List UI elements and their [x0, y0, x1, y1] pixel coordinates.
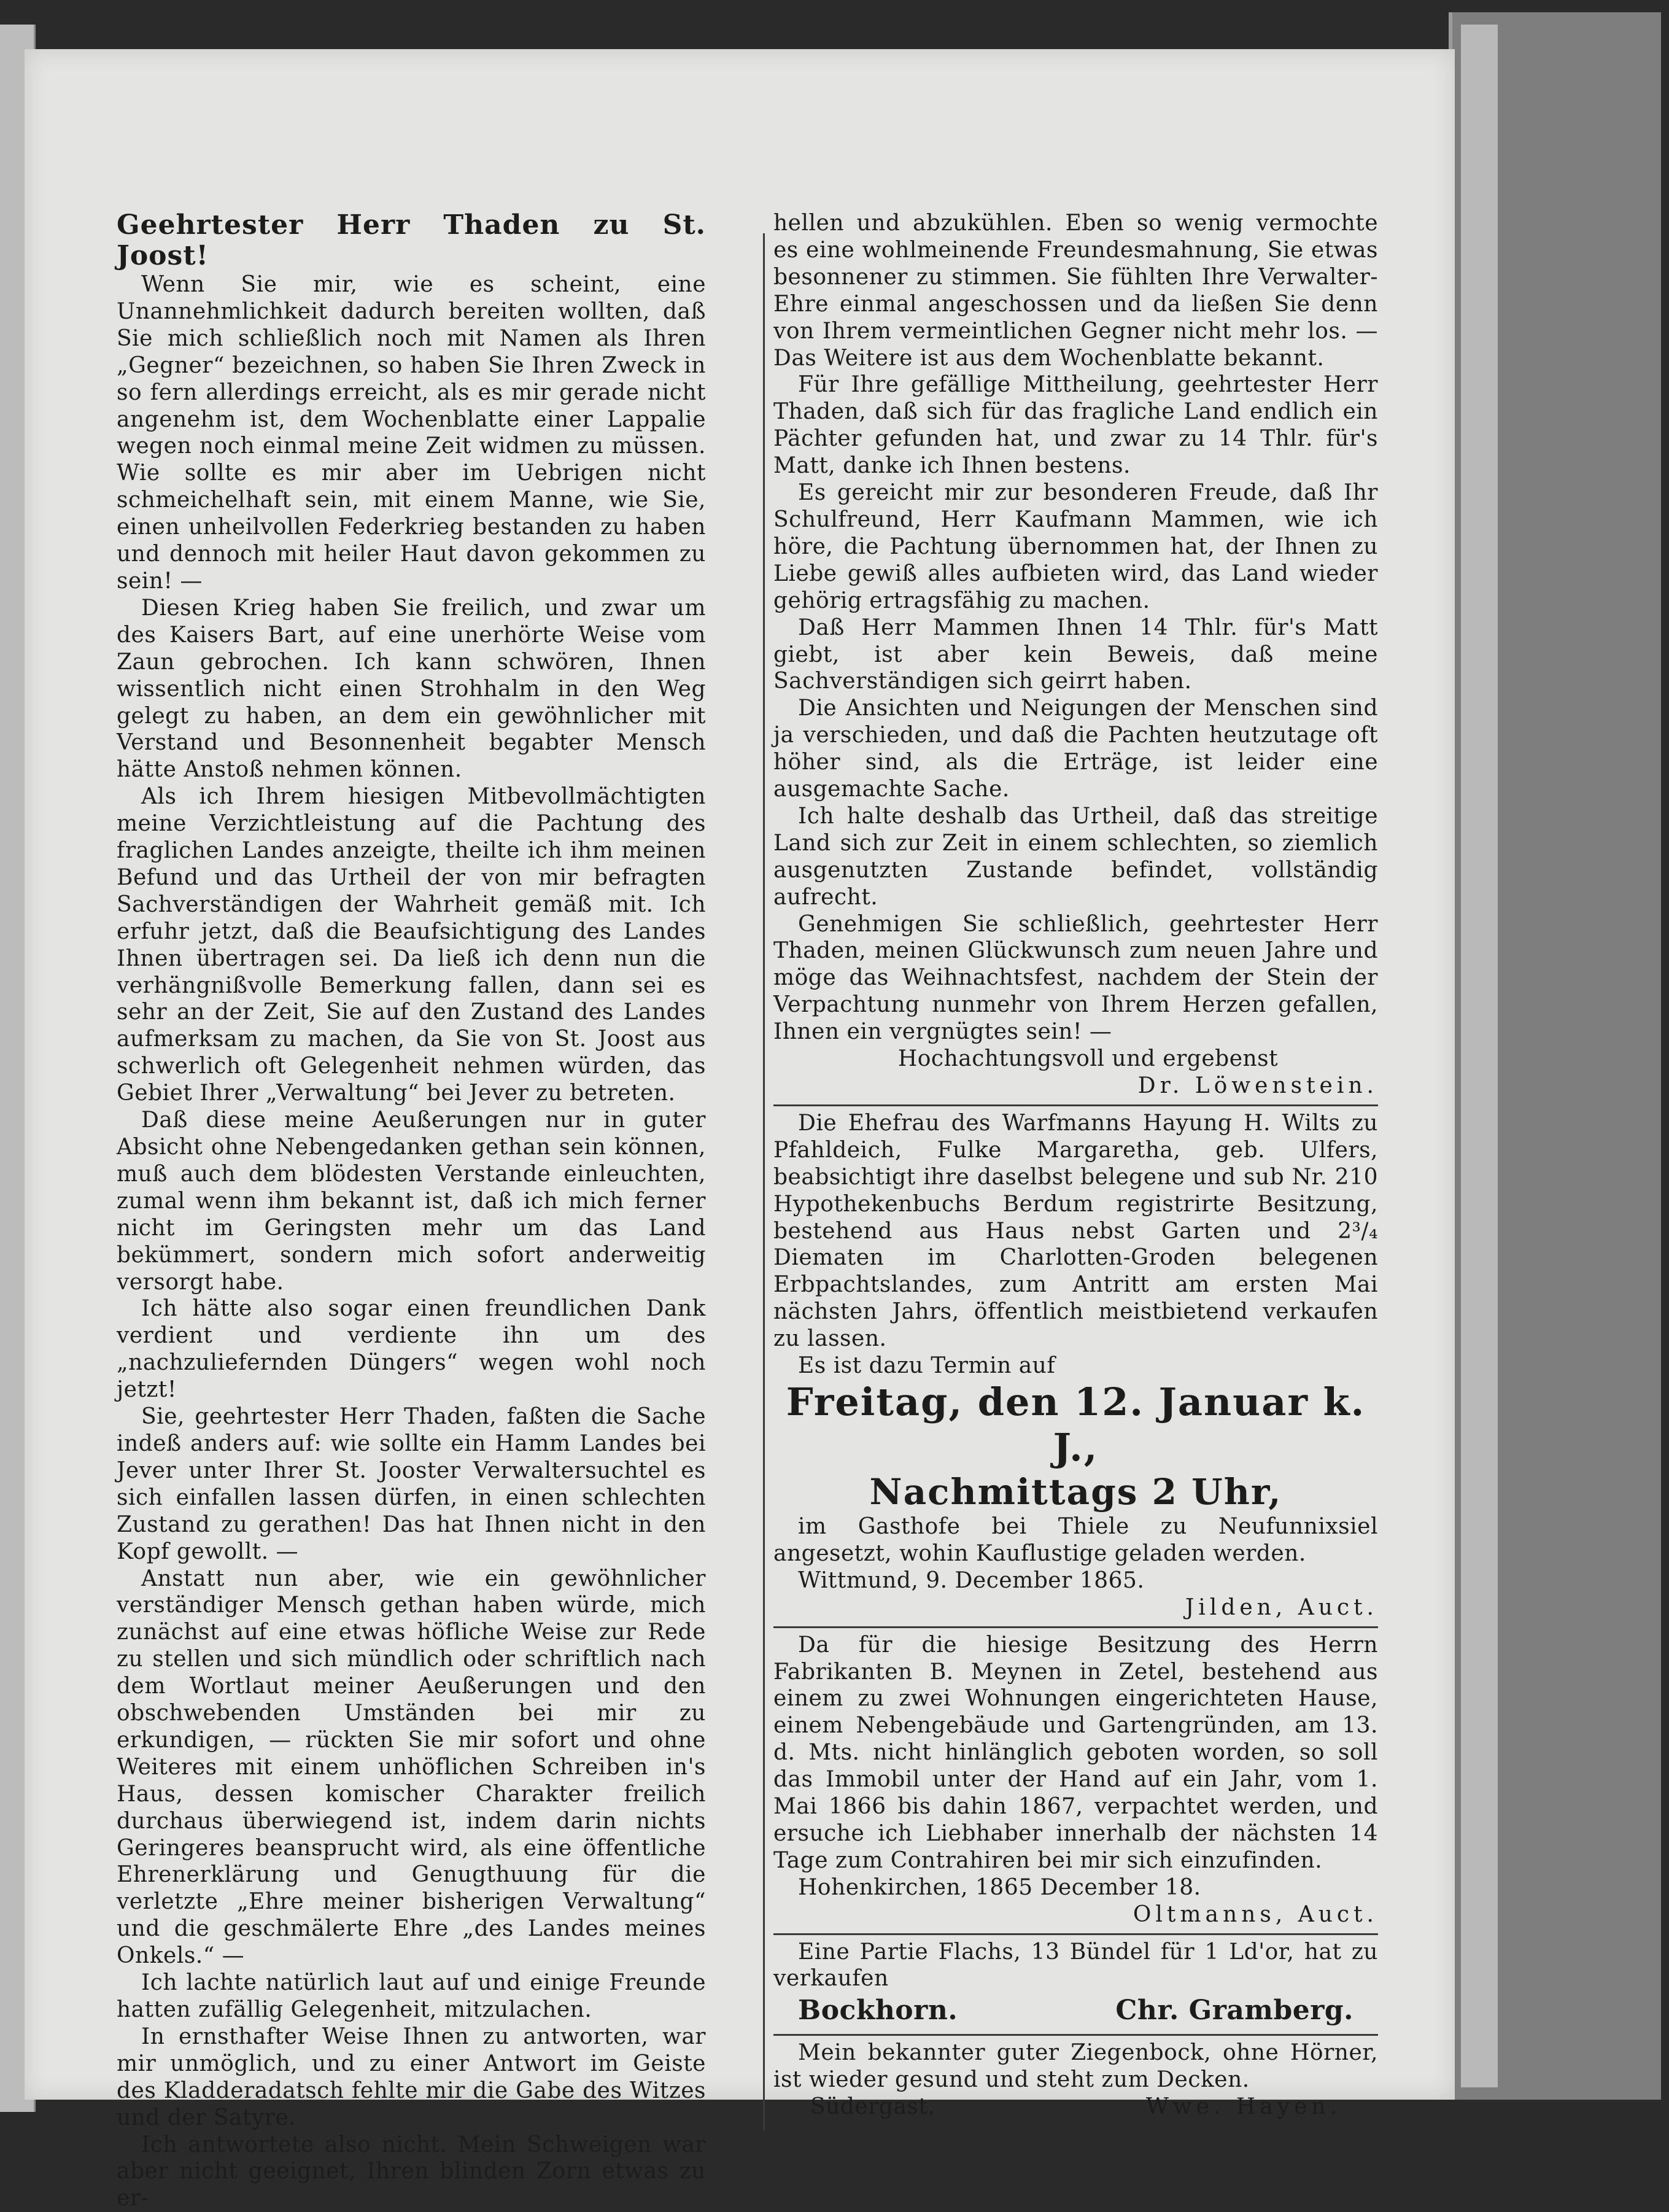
- letter-paragraph: Ich antwortete also nicht. Mein Schweigen war aber nicht geeignet, Ihren blinden Zorn etwas zu er-: [117, 2132, 706, 2211]
- separator-rule: [773, 2034, 1378, 2036]
- letter-paragraph: Für Ihre gefällige Mittheilung, geehrtester Herr Thaden, daß sich für das fragliche Land endlich ein Pächter gefunden hat, und zwar zu 14 Thlr. für's Matt, danke ich Ihnen bestens.: [773, 372, 1378, 479]
- column-divider: [763, 233, 765, 2130]
- right-column: [773, 210, 1378, 2121]
- ad-goat-signer: Wwe. Hayen.: [1145, 2094, 1341, 2120]
- ad-lease-signer: Oltmanns, Auct.: [1133, 1901, 1378, 1927]
- letter-paragraph: Wenn Sie mir, wie es scheint, eine Unannehmlichkeit dadurch bereiten wollten, daß Sie mich schließlich noch mit Namen als Ihren „Gegner“ bezeichnen, so haben Sie Ihren Zweck in so fern allerdings erreicht, als es mir gerade nicht angenehm ist, dem Wochenblatte einer Lappalie wegen noch einmal meine Zeit widmen zu müssen. Wie sollte es mir aber im Uebrigen nicht schmeichelhaft sein, mit einem Manne, wie Sie, einen unheilvollen Federkrieg bestanden zu haben und dennoch mit heiler Haut davon gekommen zu sein! —: [117, 272, 706, 594]
- ad-auction-intro: Es ist dazu Termin auf: [798, 1353, 1056, 1379]
- ad-goat-text: Mein bekannter guter Ziegenbock, ohne Hörner, ist wieder gesund und steht zum Decken.: [773, 2040, 1378, 2093]
- left-column: [117, 210, 706, 2212]
- ad-auction-date: Freitag, den 12. Januar k. J.,: [786, 1379, 1366, 1470]
- letter-paragraph: Es gereicht mir zur besonderen Freude, daß Ihr Schulfreund, Herr Kaufmann Mammen, wie ich höre, die Pachtung übernommen hat, der Ihnen zu Liebe gewiß alles aufbieten wird, das Land wieder gehörig ertragsfähig zu machen.: [773, 480, 1378, 613]
- ad-auction-place: im Gasthofe bei Thiele zu Neufunnixsiel angesetzt, wohin Kauflustige geladen werden.: [773, 1513, 1378, 1566]
- letter-paragraph: Als ich Ihrem hiesigen Mitbevollmächtigten meine Verzichtleistung auf die Pachtung des fraglichen Landes anzeigte, theilte ich ihm meinen Befund und das Urtheil der von mir befragten Sachverständigen der Wahrheit gemäß mit. Ich erfuhr jetzt, daß die Beaufsichtigung des Landes Ihnen übertragen sei. Da ließ ich denn nun die verhängnißvolle Bemerkung fallen, dann sei es sehr an der Zeit, Sie auf den Zustand des Landes aufmerksam zu machen, da Sie von St. Joost aus schwerlich oft Gelegenheit nehmen würden, das Gebiet Ihrer „Verwaltung“ bei Jever zu betreten.: [117, 784, 706, 1106]
- separator-rule: [773, 1933, 1378, 1935]
- letter-signature: Dr. Löwenstein.: [1137, 1073, 1378, 1098]
- letter-paragraph: Die Ansichten und Neigungen der Menschen sind ja verschieden, und daß die Pachten heutzutage oft höher sind, als die Erträge, ist leider eine ausgemachte Sache.: [773, 696, 1378, 802]
- letter-paragraph: hellen und abzukühlen. Eben so wenig vermochte es eine wohlmeinende Freundesmahnung, Sie etwas besonnener zu stimmen. Sie fühlten Ihre Verwalter-Ehre einmal angeschossen und da ließen Sie denn von Ihrem vermeintlichen Gegner nicht mehr los. — Das Weitere ist aus dem Wochenblatte bekannt.: [773, 211, 1378, 371]
- letter-closing: Hochachtungsvoll und ergebenst: [897, 1046, 1279, 1072]
- letter-paragraph: Daß diese meine Aeußerungen nur in guter Absicht ohne Nebengedanken gethan sein können, muß auch dem blödesten Verstande einleuchten, zumal wenn ihm bekannt ist, daß ich mich ferner nicht im Geringsten mehr um das Land bekümmert, sondern mich sofort anderweitig versorgt habe.: [117, 1108, 706, 1295]
- ad-lease-text: Da für die hiesige Besitzung des Herrn Fabrikanten B. Meynen in Zetel, bestehend aus einem zu zwei Wohnungen eingerichteten Hause, einem Nebengebäude und Gartengründen, am 13. d. Mts. nicht hinlänglich geboten worden, so soll das Immobil unter der Hand auf ein Jahr, vom 1. Mai 1866 bis dahin 1867, verpachtet werden, und ersuche ich Liebhaber innerhalb der nächsten 14 Tage zum Contrahiren bei mir sich einzufinden.: [773, 1632, 1378, 1873]
- ad-goat-signature-row: [773, 2094, 1378, 2121]
- separator-rule: [773, 1626, 1378, 1628]
- ad-lease-dateline: Hohenkirchen, 1865 December 18.: [798, 1874, 1201, 1900]
- ad-auction-signer: Jilden, Auct.: [1185, 1594, 1378, 1620]
- ad-auction-text: Die Ehefrau des Warfmanns Hayung H. Wilts zu Pfahldeich, Fulke Margaretha, geb. Ulfers, beabsichtigt ihre daselbst belegene und sub Nr. 210 Hypothekenbuchs Berdum registrirte Besitzung, bestehend aus Haus nebst Garten und 2³/₄ Diematen im Charlotten-Groden belegenen Erbpachtslandes, zum Antritt am ersten Mai nächsten Jahrs, öffentlich meistbietend verkaufen zu lassen.: [773, 1110, 1378, 1352]
- letter-paragraph: Genehmigen Sie schließlich, geehrtester Herr Thaden, meinen Glückwunsch zum neuen Jahre und möge das Weihnachtsfest, nachdem der Stein der Verpachtung nunmehr von Ihrem Herzen gefallen, Ihnen ein vergnügtes sein! —: [773, 911, 1378, 1045]
- letter-paragraph: Ich halte deshalb das Urtheil, daß das streitige Land sich zur Zeit in einem schlechten, so ziemlich ausgenutzten Zustande befindet, vollständig aufrecht.: [773, 803, 1378, 910]
- separator-rule: [773, 1104, 1378, 1106]
- ad-goat-place: Südergast.: [810, 2094, 935, 2120]
- letter-paragraph: Ich hätte also sogar einen freundlichen Dank verdient und verdiente ihn um des „nachzuliefernden Düngers“ wegen wohl noch jetzt!: [117, 1296, 706, 1403]
- letter-paragraph: Anstatt nun aber, wie ein gewöhnlicher verständiger Mensch gethan haben würde, mich zunächst auf eine etwas höfliche Weise zur Rede zu stellen und sich mündlich oder schriftlich nach dem Wortlaut meiner Aeußerungen und den obschwebenden Umständen bei mir zu erkundigen, — rückten Sie mir sofort und ohne Weiteres mit einem unhöflichen Schreiben in's Haus, dessen komischer Charakter freilich durchaus überwiegend ist, indem darin nichts Geringeres beansprucht wird, als eine öffentliche Ehrenerklärung und Genugthuung für die verletzte „Ehre meiner bisherigen Verwaltung“ und die geschmälerte Ehre „des Landes meines Onkels.“ —: [117, 1566, 706, 1969]
- ad-flax-place: Bockhorn.: [798, 1995, 958, 2027]
- letter-paragraph: Sie, geehrtester Herr Thaden, faßten die Sache indeß anders auf: wie sollte ein Hamm Landes bei Jever unter Ihrer St. Jooster Verwaltersuchtel es sich einfallen lassen dürfen, in einen schlechten Zustand zu gerathen! Das hat Ihnen nicht in den Kopf gewollt. —: [117, 1404, 706, 1564]
- ad-flax-signer: Chr. Gramberg.: [1115, 1995, 1353, 2027]
- letter-paragraph: Daß Herr Mammen Ihnen 14 Thlr. für's Matt giebt, ist aber kein Beweis, daß meine Sachverständigen sich geirrt haben.: [773, 615, 1378, 694]
- letter-paragraph: Diesen Krieg haben Sie freilich, und zwar um des Kaisers Bart, auf eine unerhörte Weise vom Zaun gebrochen. Ich kann schwören, Ihnen wissentlich nicht einen Strohhalm in den Weg gelegt zu haben, an dem ein gewöhnlicher mit Verstand und Besonnenheit begabter Mensch hätte Anstoß nehmen können.: [117, 595, 706, 783]
- book-cover-edge: [1461, 25, 1498, 2087]
- letter-paragraph: In ernsthafter Weise Ihnen zu antworten, war mir unmöglich, und zu einer Antwort im Geiste des Kladderadatsch fehlte mir die Gabe des Witzes und der Satyre.: [117, 2024, 706, 2130]
- ad-auction-time: Nachmittags 2 Uhr,: [869, 1470, 1282, 1513]
- ad-flax-signature-row: [773, 1992, 1378, 2029]
- ad-auction-dateline: Wittmund, 9. December 1865.: [798, 1567, 1145, 1593]
- newspaper-page: [25, 49, 1455, 2211]
- ad-flax-text: Eine Partie Flachs, 13 Bündel für 1 Ld'or, hat zu verkaufen: [773, 1939, 1378, 1992]
- letter-heading: Geehrtester Herr Thaden zu St. Joost!: [117, 209, 706, 271]
- letter-paragraph: Ich lachte natürlich laut auf und einige Freunde hatten zufällig Gelegenheit, mitzulachen.: [117, 1970, 706, 2022]
